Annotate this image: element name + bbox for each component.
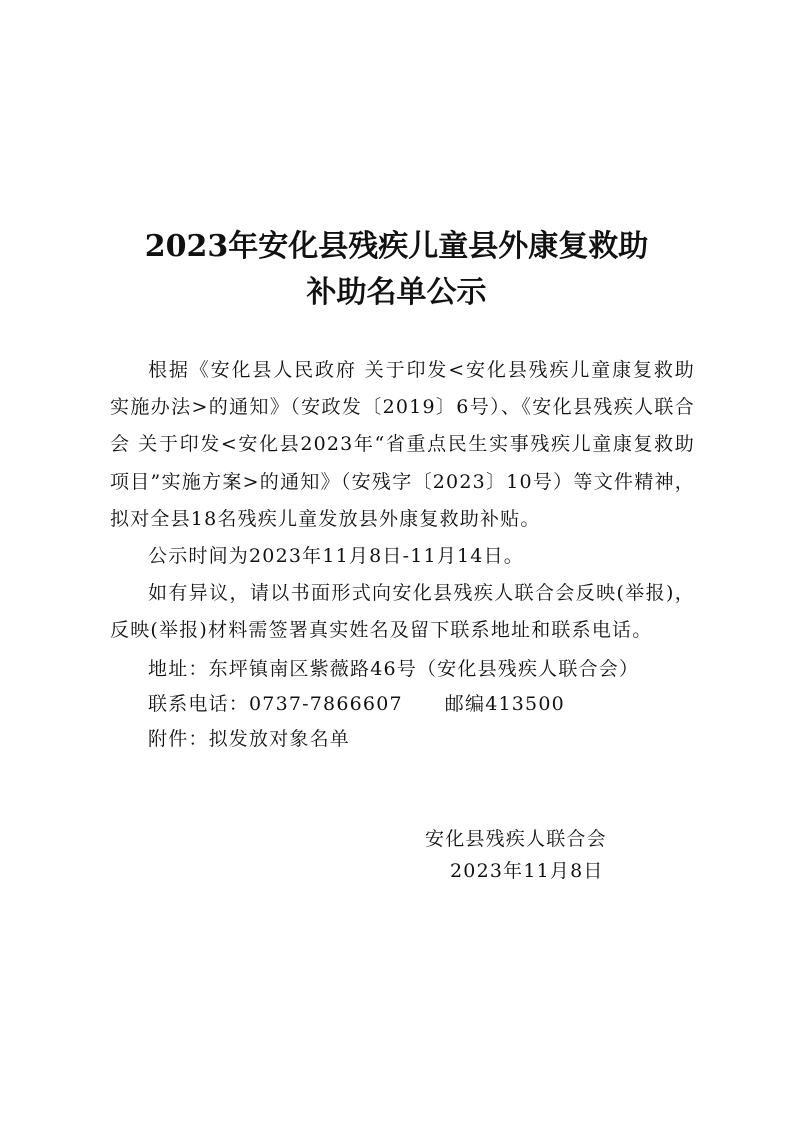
contact-phone: 联系电话：0737-7866607 (148, 693, 403, 715)
address-line: 地址：东坪镇南区紫薇路46号（安化县残疾人联合会） (148, 658, 640, 680)
paragraph-objection: 如有异议，请以书面形式向安化县残疾人联合会反映(举报)，反映(举报)材料需签署真实姓名及留下联系地址和联系电话。 (110, 582, 695, 642)
contact-postcode: 邮编413500 (444, 693, 565, 715)
paragraph-basis: 根据《安化县人民政府 关于印发<安化县残疾儿童康复救助实施办法>的通知》（安政发〔2019〕6号）、《安化县残疾人联合会 关于印发<安化县2023年“省重点民生实事残疾儿童康复救助项目”实施方案>的通知》（安残字〔2023〕10号）等文件精神，拟对全县18名残疾儿童发放县外康复救助补贴。 (110, 359, 695, 530)
document-title-line-1: 2023年安化县残疾儿童县外康复救助 (144, 229, 649, 264)
paragraph-period: 公示时间为2023年11月8日-11月14日。 (148, 545, 524, 568)
attachment-line: 附件：拟发放对象名单 (148, 728, 351, 750)
signature-date: 2023年11月8日 (450, 860, 604, 882)
document-title-line-2: 补助名单公示 (306, 275, 487, 310)
signature-organization: 安化县残疾人联合会 (425, 828, 607, 850)
contact-line (148, 689, 565, 719)
document-body (110, 352, 695, 650)
